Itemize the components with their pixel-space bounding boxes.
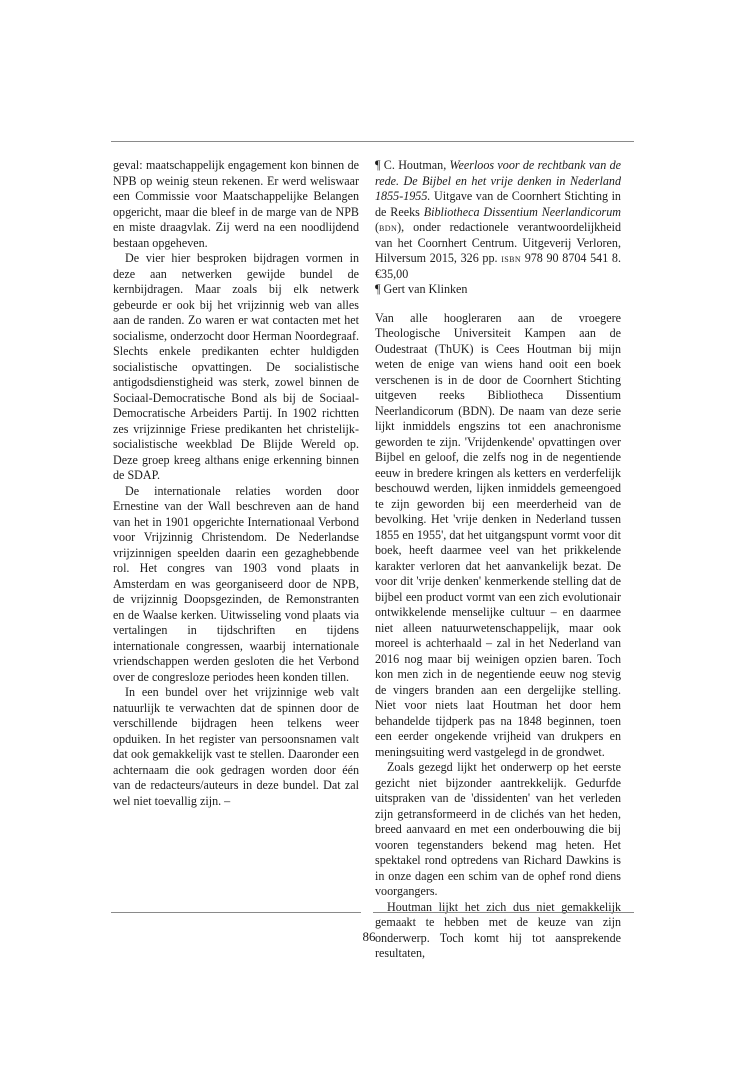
page-number: 86 [362, 929, 376, 944]
left-paragraph-2: De vier hier besproken bijdragen vormen in deze aan netwerken gewijde bundel de kernbijdragen. Maar zoals bij elk netwerk gebeurde er ook bij het vrijzinnig web van alles aan de randen. Zo waren er wat contacten met het socialisme, onderzocht door Herman Noordegraaf. Slechts enkele predikanten echter huldigden socialistische opvattingen. De socialistische antigodsdienstigheid was sterk, zowel binnen de Sociaal-Democratische Bond als bij de Sociaal-Democratische Arbeiders Partij. In 1902 richtten zes vrijzinnige Friese predikanten het christelijk-socialistische weekblad De Blijde Wereld op. Deze groep kreeg althans enige erkenning binnen de SDAP. [113, 251, 359, 482]
bottom-rule-right [373, 912, 634, 913]
series-name: Bibliotheca Dissentium Neerlandicorum [423, 204, 621, 219]
book-title: Weerloos voor de rechtbank van de rede. De Bijbel en het vrije denken in Nederland 1855-1955. [375, 158, 621, 203]
top-rule [111, 141, 634, 142]
reviewer-name: Gert van Klinken [383, 282, 468, 296]
series-abbreviation: bdn [379, 220, 398, 234]
pilcrow: ¶ [375, 282, 381, 296]
left-paragraph-1: geval: maatschappelijk engagement kon binnen de NPB op weinig steun rekenen. Er werd weliswaar een Commissie voor Maatschappelijke Belangen opgericht, maar die bleef in de marge van de NPB en miste draagvlak. Zij werd na een noodlijdend bestaan opgeheven. [113, 158, 359, 250]
publisher-info: Uitgave van de Coornhert Stichting in de Reeks [375, 189, 621, 219]
book-author: C. Houtman, [383, 158, 447, 172]
right-paragraph-3: Houtman lijkt het zich dus niet gemakkelijk gemaakt te hebben met de keuze van zijn onderwerp. Toch komt hij tot aansprekende resultaten, [375, 899, 621, 960]
isbn: 978 90 8704 541 8. [524, 251, 621, 265]
left-paragraph-3: De internationale relaties worden door Ernestine van der Wall beschreven aan de hand van het in 1901 opgerichte Internationaal Verbond voor Vrijzinnig Christendom. De Nederlandse vrijzinnigen speelden daarin een gezaghebbende rol. Het congres van 1903 vond plaats in Amsterdam en was georganiseerd door de NPB, de vrijzinnig Doopsgezinden, de Remonstranten en de Waalse kerken. Uitwisseling vond plaats via vertalingen in tijdschriften en tijdens internationale congressen, waarbij internationale vriendschappen werden gesloten die het Verbond over de congresloze periodes heen konden tillen. [113, 483, 359, 684]
right-paragraph-1: Van alle hoogleraren aan de vroegere Theologische Universiteit Kampen aan de Oudestraat (ThUK) is Cees Houtman bij mijn weten de enige van wiens hand ooit een boek verschenen is in de door de Coornhert Stichting uitgeven reeks Bibliotheca Dissentium Neerlandicorum (BDN). De naam van deze serie lijkt inmiddels engszins tot een anachronisme geworden te zijn. 'Vrijdenkende' opvattingen over Bijbel en geloof, die zelfs nog in de negentiende eeuw in bredere kringen als ketters en verderfelijk beschouwd werden, lijken inmiddels gemeengoed te zijn geworden bij een meerderheid van de bevolking. Het 'vrije denken in Nederland tussen 1855 en 1955', dat het uitgangspunt vormt voor dit boek, heeft daarmee veel van het prikkelende karakter verloren dat het aanvankelijk bezat. De voor dit 'vrije denken' kenmerkende stelling dat de bijbel een product vormt van een zich evolutionair ontwikkelende menselijke cultuur – en daarmee niet alleen natuurwetenschappelijk, maar ook moreel is achterhaald – zal in het Nederland van 2016 nog maar bij weinigen opzien baren. Toch kon men zich in de negentiende eeuw nog stevig de vingers branden aan een dergelijke stelling. Niet voor niets laat Houtman het door hem behandelde tijdperk pas na 1848 beginnen, toen een eerder ongekende vrijheid van drukpers en meningsuiting werd vastgelegd in de grondwet. [375, 310, 621, 759]
left-paragraph-4: In een bundel over het vrijzinnige web valt natuurlijk te verwachten dat de spinnen door de verschillende bijdragen heen telkens weer opduiken. In het register van persoonsnamen valt dat ook gemakkelijk vast te stellen. Daaronder een achternaam die ook gedragen worden door één van de redacteurs/auteurs in deze bundel. Dat zal wel niet toevallig zijn. – [113, 685, 359, 808]
bottom-rule-left [111, 912, 361, 913]
isbn-label: isbn [501, 251, 522, 265]
right-paragraph-2: Zoals gezegd lijkt het onderwerp op het eerste gezicht niet bijzonder aantrekkelijk. Gedurfde uitspraken van de 'dissidenten' van het verleden zijn getransformeerd in de clichés van het heden, breed aanvaard en met een onderbouwing die bij vooren tegenstanders bekend mag heten. Het spektakel rond optredens van Richard Dawkins is in onze dagen een schim van de ophef rond diens voorgangers. [375, 760, 621, 898]
pilcrow: ¶ [375, 158, 381, 172]
right-column [375, 158, 621, 962]
review-heading: ¶ C. Houtman, Weerloos voor de rechtbank van de rede. De Bijbel en het vrije denken in Nederland 1855-1955. Uitgave van de Coornhert Stichting in de Reeks Bibliotheca Dissentium Neerlandicorum (bdn), onder redactionele verantwoordelijkheid van het Coornhert Centrum. Uitgeverij Verloren, Hilversum 2015, 326 pp. isbn 978 90 8704 541 8. €35,00 ¶ Gert van Klinken [375, 158, 622, 296]
price: €35,00 [375, 266, 409, 281]
left-column [113, 158, 359, 809]
book-details: onder redactionele verantwoordelijkheid van het Coornhert Centrum. Uitgeverij Verloren, Hilversum 2015, 326 pp. [375, 220, 622, 265]
